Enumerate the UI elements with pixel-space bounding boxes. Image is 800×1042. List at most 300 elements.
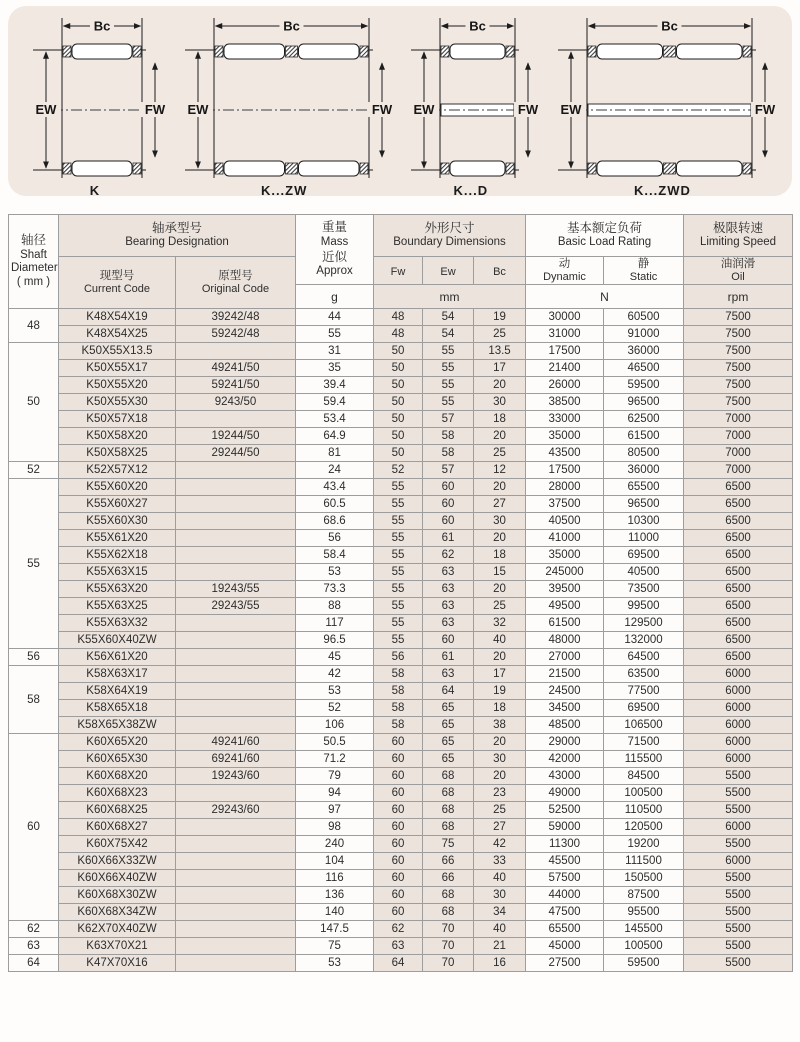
header-boundary-en: Boundary Dimensions bbox=[393, 236, 506, 249]
fw-cell: 58 bbox=[374, 666, 423, 683]
fw-dimension-label: FW bbox=[754, 102, 776, 117]
shaft-diameter-cell: 63 bbox=[9, 938, 59, 955]
speed-cell: 5500 bbox=[684, 938, 793, 955]
dynamic-cell: 39500 bbox=[526, 581, 604, 598]
dynamic-cell: 245000 bbox=[526, 564, 604, 581]
table-row bbox=[9, 462, 793, 479]
table-row bbox=[9, 632, 793, 649]
table-row bbox=[9, 377, 793, 394]
fw-cell: 63 bbox=[374, 938, 423, 955]
current-cell: K60X65X30 bbox=[59, 751, 176, 768]
current-cell: K60X68X27 bbox=[59, 819, 176, 836]
mass-cell: 75 bbox=[296, 938, 374, 955]
fw-dimension-label: FW bbox=[144, 102, 166, 117]
table-row bbox=[9, 411, 793, 428]
header-dynamic-en: Dynamic bbox=[543, 270, 586, 283]
mass-cell: 35 bbox=[296, 360, 374, 377]
ew-cell: 61 bbox=[423, 649, 474, 666]
dynamic-cell: 47500 bbox=[526, 904, 604, 921]
mass-cell: 53 bbox=[296, 564, 374, 581]
dynamic-cell: 57500 bbox=[526, 870, 604, 887]
static-cell: 100500 bbox=[604, 938, 684, 955]
current-cell: K55X63X15 bbox=[59, 564, 176, 581]
header-approx-en: Approx bbox=[316, 265, 353, 278]
table-row bbox=[9, 479, 793, 496]
static-cell: 62500 bbox=[604, 411, 684, 428]
current-cell: K55X63X25 bbox=[59, 598, 176, 615]
ew-dimension-label: EW bbox=[413, 102, 435, 117]
original-cell bbox=[176, 904, 296, 921]
original-cell bbox=[176, 496, 296, 513]
header-original-code bbox=[176, 257, 296, 309]
diagram-variant-label: K...ZW bbox=[260, 183, 308, 198]
mass-cell: 44 bbox=[296, 309, 374, 326]
mass-cell: 53.4 bbox=[296, 411, 374, 428]
table-row bbox=[9, 428, 793, 445]
original-cell bbox=[176, 462, 296, 479]
dynamic-cell: 34500 bbox=[526, 700, 604, 717]
dynamic-cell: 59000 bbox=[526, 819, 604, 836]
speed-cell: 6500 bbox=[684, 530, 793, 547]
fw-cell: 55 bbox=[374, 564, 423, 581]
static-cell: 132000 bbox=[604, 632, 684, 649]
header-fw bbox=[374, 257, 423, 285]
ew-cell: 57 bbox=[423, 411, 474, 428]
static-cell: 36000 bbox=[604, 343, 684, 360]
static-cell: 46500 bbox=[604, 360, 684, 377]
bearing-spec-table bbox=[8, 214, 793, 972]
bc-cell: 16 bbox=[474, 955, 526, 972]
header-boundary-dimensions bbox=[374, 215, 526, 257]
fw-cell: 55 bbox=[374, 632, 423, 649]
current-cell: K50X55X17 bbox=[59, 360, 176, 377]
fw-cell: 60 bbox=[374, 853, 423, 870]
table-row bbox=[9, 581, 793, 598]
table-row bbox=[9, 394, 793, 411]
ew-cell: 68 bbox=[423, 802, 474, 819]
fw-dimension-label: FW bbox=[518, 102, 539, 117]
header-bc-label: Bc bbox=[493, 265, 506, 278]
bc-cell: 20 bbox=[474, 649, 526, 666]
bc-cell: 19 bbox=[474, 309, 526, 326]
ew-cell: 68 bbox=[423, 768, 474, 785]
table-row bbox=[9, 513, 793, 530]
header-ew bbox=[423, 257, 474, 285]
speed-cell: 7500 bbox=[684, 377, 793, 394]
static-cell: 73500 bbox=[604, 581, 684, 598]
dynamic-cell: 17500 bbox=[526, 462, 604, 479]
bc-cell: 40 bbox=[474, 870, 526, 887]
bc-cell: 25 bbox=[474, 326, 526, 343]
ew-cell: 65 bbox=[423, 734, 474, 751]
dynamic-cell: 49500 bbox=[526, 598, 604, 615]
table-row bbox=[9, 717, 793, 734]
fw-cell: 55 bbox=[374, 479, 423, 496]
static-cell: 69500 bbox=[604, 547, 684, 564]
header-load-cn: 基本额定负荷 bbox=[567, 220, 643, 235]
static-cell: 120500 bbox=[604, 819, 684, 836]
static-cell: 61500 bbox=[604, 428, 684, 445]
dynamic-cell: 43000 bbox=[526, 768, 604, 785]
static-cell: 150500 bbox=[604, 870, 684, 887]
original-cell: 49241/60 bbox=[176, 734, 296, 751]
dynamic-cell: 41000 bbox=[526, 530, 604, 547]
fw-cell: 48 bbox=[374, 326, 423, 343]
speed-cell: 7500 bbox=[684, 343, 793, 360]
header-dynamic bbox=[526, 257, 604, 285]
bc-cell: 13.5 bbox=[474, 343, 526, 360]
dynamic-cell: 17500 bbox=[526, 343, 604, 360]
original-cell: 59241/50 bbox=[176, 377, 296, 394]
dynamic-cell: 35000 bbox=[526, 428, 604, 445]
ew-cell: 55 bbox=[423, 343, 474, 360]
current-cell: K50X57X18 bbox=[59, 411, 176, 428]
table-row bbox=[9, 343, 793, 360]
static-cell: 59500 bbox=[604, 377, 684, 394]
dynamic-cell: 45500 bbox=[526, 853, 604, 870]
dynamic-cell: 29000 bbox=[526, 734, 604, 751]
current-cell: K55X60X40ZW bbox=[59, 632, 176, 649]
table-row bbox=[9, 683, 793, 700]
header-fw-label: Fw bbox=[390, 265, 406, 278]
fw-cell: 55 bbox=[374, 547, 423, 564]
static-cell: 77500 bbox=[604, 683, 684, 700]
dynamic-cell: 28000 bbox=[526, 479, 604, 496]
bc-cell: 21 bbox=[474, 938, 526, 955]
mass-cell: 58.4 bbox=[296, 547, 374, 564]
static-cell: 111500 bbox=[604, 853, 684, 870]
table-row bbox=[9, 598, 793, 615]
table-row bbox=[9, 768, 793, 785]
table-row bbox=[9, 700, 793, 717]
table-row bbox=[9, 819, 793, 836]
mass-cell: 71.2 bbox=[296, 751, 374, 768]
original-cell: 19243/60 bbox=[176, 768, 296, 785]
table-row bbox=[9, 309, 793, 326]
mass-cell: 97 bbox=[296, 802, 374, 819]
mass-cell: 96.5 bbox=[296, 632, 374, 649]
header-designation-en: Bearing Designation bbox=[125, 236, 229, 249]
header-current-code bbox=[59, 257, 176, 309]
ew-cell: 63 bbox=[423, 615, 474, 632]
header-static-cn: 静 bbox=[637, 257, 650, 270]
dynamic-cell: 30000 bbox=[526, 309, 604, 326]
shaft-diameter-cell: 48 bbox=[9, 309, 59, 343]
bc-cell: 23 bbox=[474, 785, 526, 802]
original-cell bbox=[176, 632, 296, 649]
bc-dimension-label: Bc bbox=[661, 18, 678, 34]
ew-cell: 64 bbox=[423, 683, 474, 700]
mass-cell: 31 bbox=[296, 343, 374, 360]
mass-cell: 116 bbox=[296, 870, 374, 887]
original-cell: 29244/50 bbox=[176, 445, 296, 462]
mass-cell: 94 bbox=[296, 785, 374, 802]
unit-load: N bbox=[526, 285, 684, 309]
header-speed-en: Limiting Speed bbox=[699, 236, 777, 249]
ew-cell: 70 bbox=[423, 921, 474, 938]
shaft-diameter-cell: 64 bbox=[9, 955, 59, 972]
ew-cell: 65 bbox=[423, 751, 474, 768]
bearing-table-body bbox=[9, 309, 793, 972]
static-cell: 59500 bbox=[604, 955, 684, 972]
bc-cell: 25 bbox=[474, 445, 526, 462]
header-boundary-cn: 外形尺寸 bbox=[424, 220, 475, 235]
header-bc bbox=[474, 257, 526, 285]
ew-cell: 63 bbox=[423, 581, 474, 598]
table-row bbox=[9, 547, 793, 564]
dynamic-cell: 35000 bbox=[526, 547, 604, 564]
bc-cell: 19 bbox=[474, 683, 526, 700]
bc-cell: 18 bbox=[474, 547, 526, 564]
bc-dimension-label: Bc bbox=[93, 18, 111, 34]
fw-cell: 52 bbox=[374, 462, 423, 479]
speed-cell: 7500 bbox=[684, 394, 793, 411]
original-cell: 9243/50 bbox=[176, 394, 296, 411]
original-cell bbox=[176, 513, 296, 530]
fw-cell: 50 bbox=[374, 360, 423, 377]
header-mass-en: Mass bbox=[320, 235, 349, 248]
dynamic-cell: 49000 bbox=[526, 785, 604, 802]
table-row bbox=[9, 887, 793, 904]
current-cell: K55X63X32 bbox=[59, 615, 176, 632]
ew-cell: 57 bbox=[423, 462, 474, 479]
header-shaft-cn: 轴径 bbox=[20, 232, 46, 247]
fw-cell: 58 bbox=[374, 683, 423, 700]
fw-cell: 60 bbox=[374, 768, 423, 785]
fw-cell: 55 bbox=[374, 513, 423, 530]
bc-cell: 34 bbox=[474, 904, 526, 921]
static-cell: 129500 bbox=[604, 615, 684, 632]
original-cell: 29243/55 bbox=[176, 598, 296, 615]
ew-cell: 63 bbox=[423, 564, 474, 581]
table-row bbox=[9, 445, 793, 462]
bc-cell: 30 bbox=[474, 513, 526, 530]
ew-cell: 60 bbox=[423, 513, 474, 530]
bc-cell: 18 bbox=[474, 411, 526, 428]
mass-cell: 60.5 bbox=[296, 496, 374, 513]
header-current-en: Current Code bbox=[83, 282, 151, 295]
fw-cell: 55 bbox=[374, 581, 423, 598]
mass-cell: 42 bbox=[296, 666, 374, 683]
current-cell: K60X68X20 bbox=[59, 768, 176, 785]
table-row bbox=[9, 938, 793, 955]
dynamic-cell: 37500 bbox=[526, 496, 604, 513]
dynamic-cell: 44000 bbox=[526, 887, 604, 904]
speed-cell: 5500 bbox=[684, 904, 793, 921]
diagram-variant-label: K bbox=[89, 183, 101, 198]
bc-cell: 32 bbox=[474, 615, 526, 632]
speed-cell: 6000 bbox=[684, 683, 793, 700]
header-load-en: Basic Load Rating bbox=[557, 236, 652, 249]
original-cell bbox=[176, 921, 296, 938]
bc-cell: 33 bbox=[474, 853, 526, 870]
ew-cell: 60 bbox=[423, 632, 474, 649]
current-cell: K50X58X20 bbox=[59, 428, 176, 445]
bearing-cross-section-svg bbox=[172, 12, 397, 182]
ew-cell: 58 bbox=[423, 428, 474, 445]
ew-cell: 55 bbox=[423, 377, 474, 394]
original-cell bbox=[176, 649, 296, 666]
original-cell bbox=[176, 955, 296, 972]
dynamic-cell: 48000 bbox=[526, 632, 604, 649]
current-cell: K58X65X18 bbox=[59, 700, 176, 717]
speed-cell: 7500 bbox=[684, 326, 793, 343]
shaft-diameter-cell: 62 bbox=[9, 921, 59, 938]
current-cell: K60X68X23 bbox=[59, 785, 176, 802]
bc-cell: 17 bbox=[474, 360, 526, 377]
original-cell bbox=[176, 343, 296, 360]
original-cell bbox=[176, 887, 296, 904]
table-row bbox=[9, 649, 793, 666]
original-cell: 29243/60 bbox=[176, 802, 296, 819]
dynamic-cell: 43500 bbox=[526, 445, 604, 462]
static-cell: 11000 bbox=[604, 530, 684, 547]
ew-cell: 61 bbox=[423, 530, 474, 547]
mass-cell: 24 bbox=[296, 462, 374, 479]
shaft-diameter-cell: 50 bbox=[9, 343, 59, 462]
speed-cell: 5500 bbox=[684, 785, 793, 802]
bc-cell: 25 bbox=[474, 802, 526, 819]
speed-cell: 6500 bbox=[684, 649, 793, 666]
fw-cell: 60 bbox=[374, 887, 423, 904]
bc-cell: 20 bbox=[474, 581, 526, 598]
bc-cell: 20 bbox=[474, 768, 526, 785]
ew-dimension-label: EW bbox=[560, 102, 582, 117]
ew-cell: 66 bbox=[423, 870, 474, 887]
fw-cell: 56 bbox=[374, 649, 423, 666]
static-cell: 100500 bbox=[604, 785, 684, 802]
fw-cell: 50 bbox=[374, 411, 423, 428]
shaft-diameter-cell: 55 bbox=[9, 479, 59, 649]
speed-cell: 6000 bbox=[684, 819, 793, 836]
speed-cell: 7000 bbox=[684, 462, 793, 479]
ew-cell: 54 bbox=[423, 326, 474, 343]
bearing-diagram-KZWD bbox=[545, 12, 780, 198]
ew-cell: 60 bbox=[423, 496, 474, 513]
speed-cell: 7000 bbox=[684, 428, 793, 445]
current-cell: K55X60X27 bbox=[59, 496, 176, 513]
mass-cell: 79 bbox=[296, 768, 374, 785]
table-row bbox=[9, 564, 793, 581]
bc-cell: 12 bbox=[474, 462, 526, 479]
dynamic-cell: 61500 bbox=[526, 615, 604, 632]
mass-cell: 55 bbox=[296, 326, 374, 343]
static-cell: 145500 bbox=[604, 921, 684, 938]
bc-cell: 30 bbox=[474, 394, 526, 411]
mass-cell: 43.4 bbox=[296, 479, 374, 496]
speed-cell: 6500 bbox=[684, 581, 793, 598]
header-original-cn: 原型号 bbox=[218, 269, 253, 282]
table-row bbox=[9, 666, 793, 683]
mass-cell: 98 bbox=[296, 819, 374, 836]
bc-cell: 20 bbox=[474, 530, 526, 547]
table-row bbox=[9, 853, 793, 870]
bc-cell: 18 bbox=[474, 700, 526, 717]
mass-cell: 136 bbox=[296, 887, 374, 904]
diagram-variant-label: K...ZWD bbox=[634, 183, 691, 198]
speed-cell: 5500 bbox=[684, 802, 793, 819]
fw-cell: 50 bbox=[374, 377, 423, 394]
fw-cell: 62 bbox=[374, 921, 423, 938]
mass-cell: 56 bbox=[296, 530, 374, 547]
speed-cell: 6500 bbox=[684, 479, 793, 496]
original-cell: 59242/48 bbox=[176, 326, 296, 343]
header-oil-en: Oil bbox=[731, 270, 745, 283]
bc-cell: 20 bbox=[474, 428, 526, 445]
original-cell bbox=[176, 938, 296, 955]
original-cell: 49241/50 bbox=[176, 360, 296, 377]
speed-cell: 5500 bbox=[684, 870, 793, 887]
unit-speed: rpm bbox=[684, 285, 793, 309]
static-cell: 60500 bbox=[604, 309, 684, 326]
dynamic-cell: 21500 bbox=[526, 666, 604, 683]
table-row bbox=[9, 955, 793, 972]
ew-cell: 62 bbox=[423, 547, 474, 564]
speed-cell: 6000 bbox=[684, 734, 793, 751]
static-cell: 69500 bbox=[604, 700, 684, 717]
mass-cell: 240 bbox=[296, 836, 374, 853]
ew-dimension-label: EW bbox=[35, 102, 57, 117]
mass-cell: 147.5 bbox=[296, 921, 374, 938]
fw-cell: 60 bbox=[374, 751, 423, 768]
bc-cell: 40 bbox=[474, 632, 526, 649]
table-row bbox=[9, 530, 793, 547]
speed-cell: 6500 bbox=[684, 615, 793, 632]
original-cell bbox=[176, 411, 296, 428]
dynamic-cell: 21400 bbox=[526, 360, 604, 377]
dynamic-cell: 52500 bbox=[526, 802, 604, 819]
current-cell: K47X70X16 bbox=[59, 955, 176, 972]
static-cell: 96500 bbox=[604, 496, 684, 513]
bearing-diagram-KZW bbox=[172, 12, 397, 198]
dynamic-cell: 42000 bbox=[526, 751, 604, 768]
speed-cell: 5500 bbox=[684, 921, 793, 938]
ew-cell: 63 bbox=[423, 598, 474, 615]
current-cell: K58X63X17 bbox=[59, 666, 176, 683]
fw-dimension-label: FW bbox=[371, 102, 392, 117]
speed-cell: 6500 bbox=[684, 547, 793, 564]
static-cell: 87500 bbox=[604, 887, 684, 904]
fw-cell: 58 bbox=[374, 700, 423, 717]
header-dynamic-cn: 动 bbox=[558, 257, 571, 270]
fw-cell: 55 bbox=[374, 598, 423, 615]
header-current-cn: 现型号 bbox=[99, 269, 135, 282]
bc-cell: 15 bbox=[474, 564, 526, 581]
bearing-cross-section-svg bbox=[545, 12, 780, 182]
current-cell: K50X55X30 bbox=[59, 394, 176, 411]
fw-cell: 60 bbox=[374, 802, 423, 819]
current-cell: K63X70X21 bbox=[59, 938, 176, 955]
mass-cell: 53 bbox=[296, 955, 374, 972]
ew-cell: 54 bbox=[423, 309, 474, 326]
speed-cell: 6500 bbox=[684, 513, 793, 530]
original-cell bbox=[176, 530, 296, 547]
bc-cell: 42 bbox=[474, 836, 526, 853]
fw-cell: 64 bbox=[374, 955, 423, 972]
header-bearing-designation bbox=[59, 215, 296, 257]
ew-cell: 70 bbox=[423, 938, 474, 955]
ew-cell: 55 bbox=[423, 360, 474, 377]
header-speed-cn: 极限转速 bbox=[713, 220, 764, 235]
current-cell: K55X63X20 bbox=[59, 581, 176, 598]
shaft-diameter-cell: 58 bbox=[9, 666, 59, 734]
shaft-diameter-cell: 60 bbox=[9, 734, 59, 921]
ew-cell: 65 bbox=[423, 700, 474, 717]
current-cell: K60X65X20 bbox=[59, 734, 176, 751]
original-cell: 69241/60 bbox=[176, 751, 296, 768]
speed-cell: 5500 bbox=[684, 768, 793, 785]
header-limiting-speed bbox=[684, 215, 793, 257]
